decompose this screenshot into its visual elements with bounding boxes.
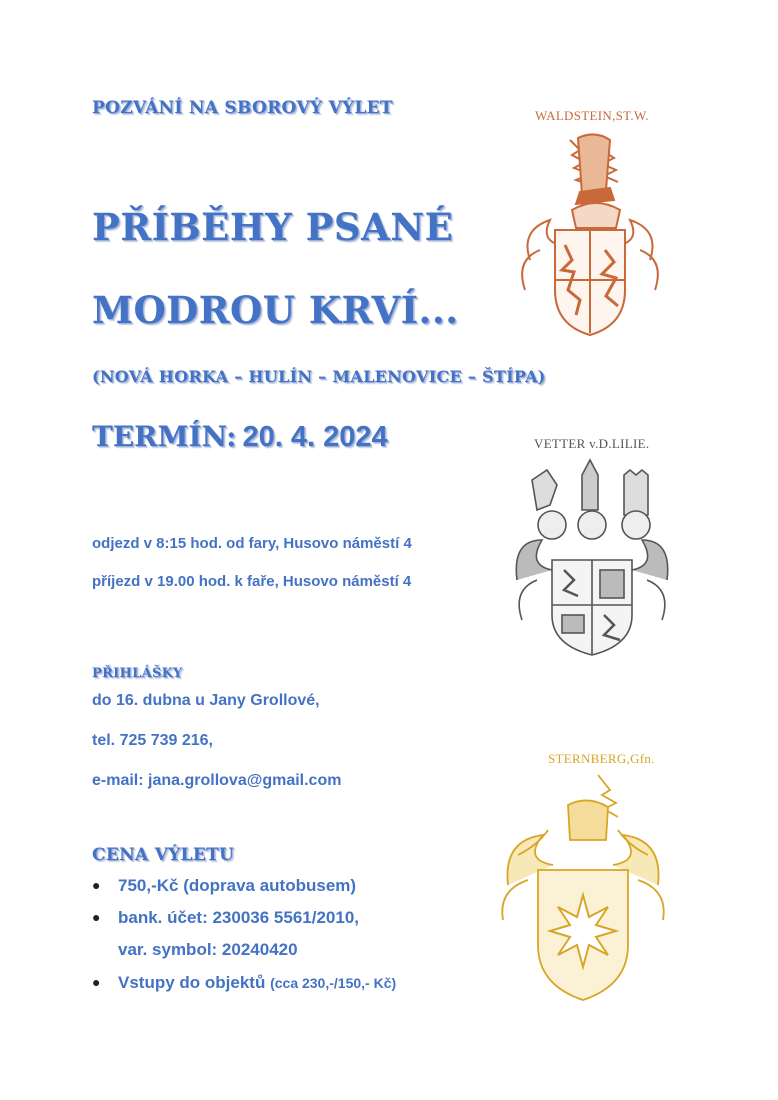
entry-fees-text: Vstupy do objektů — [118, 973, 266, 992]
price-bullet-transport — [92, 876, 356, 896]
price-heading: CENA VÝLETU — [92, 845, 235, 865]
termin-date: 20. 4. 2024 — [242, 421, 388, 453]
bullet-icon: ● — [92, 974, 101, 990]
sternberg-label: STERNBERG,Gfn. — [548, 751, 655, 766]
signup-phone: tel. 725 739 216, — [92, 732, 213, 749]
termin-label: TERMÍN: — [92, 420, 237, 453]
waldstein-label: WALDSTEIN,ST.W. — [535, 108, 649, 123]
waldstein-coat-of-arms — [510, 100, 670, 350]
signup-heading: PŘIHLÁŠKY — [92, 666, 183, 681]
bullet-icon: ● — [92, 877, 101, 893]
sternberg-crest-icon — [498, 745, 668, 1005]
bank-account-text: bank. účet: 230036 5561/2010, — [118, 908, 359, 927]
arrival-info: příjezd v 19.00 hod. k faře, Husovo náměstí 4 — [92, 573, 412, 590]
price-bullet-bank — [92, 908, 359, 928]
vetter-coat-of-arms — [512, 430, 672, 665]
termin-line — [92, 420, 388, 454]
vetter-label: VETTER v.D.LILIE. — [534, 436, 650, 451]
sternberg-coat-of-arms — [498, 745, 668, 1005]
title-line-1: PŘÍBĚHY PSANÉ — [92, 205, 454, 249]
entry-fees-note: (cca 230,-/150,- Kč) — [270, 975, 397, 991]
waldstein-crest-icon — [510, 100, 670, 350]
signup-contact-person: do 16. dubna u Jany Grollové, — [92, 692, 320, 709]
signup-email: e-mail: jana.grollova@gmail.com — [92, 772, 342, 789]
departure-info: odjezd v 8:15 hod. od fary, Husovo náměstí 4 — [92, 535, 412, 552]
var-symbol: var. symbol: 20240420 — [118, 940, 298, 959]
title-line-2: MODROU KRVÍ... — [92, 288, 459, 332]
price-bullet-entry — [92, 973, 396, 993]
vetter-crest-icon — [512, 430, 672, 665]
route-subtitle: (NOVÁ HORKA – HULÍN – MALENOVICE – ŠTÍPA) — [92, 367, 546, 386]
bullet-icon: ● — [92, 909, 101, 925]
price-transport-text: 750,-Kč (doprava autobusem) — [118, 876, 357, 895]
invite-heading: POZVÁNÍ NA SBOROVÝ VÝLET — [92, 98, 393, 118]
